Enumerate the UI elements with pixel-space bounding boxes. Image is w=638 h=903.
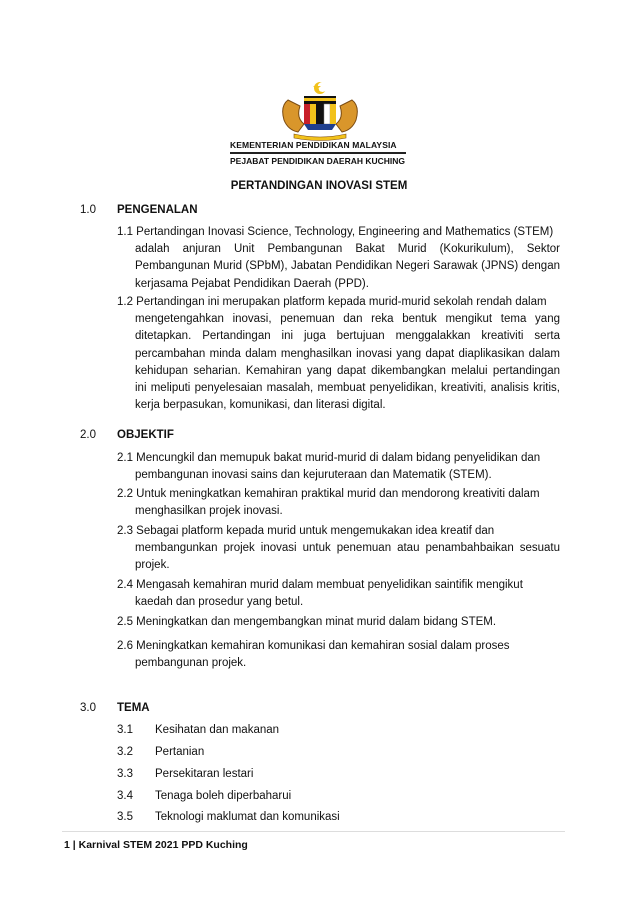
tema-item: 3.3 Persekitaran lestari [117,768,254,780]
section-1-number: 1.0 [80,204,96,216]
paragraph-1-1: 1.1 Pertandingan Inovasi Science, Technology, Engineering and Mathematics (STEM) adalah anjuran Unit Pembangunan Bakat Murid (Kokurikulum), Sektor Pembangunan Murid (SPbM), Jabatan Pendidikan Negeri Sarawak (JPNS) dengan kerjasama Pejabat Pendidikan Daerah (PPD). [117,226,560,290]
coat-of-arms-logo [270,80,370,142]
office-name: PEJABAT PENDIDIKAN DAERAH KUCHING [230,156,406,166]
document-title: PERTANDINGAN INOVASI STEM [230,180,408,192]
paragraph-2-5: 2.5 Meningkatkan dan mengembangkan minat murid dalam bidang STEM. [117,616,497,628]
section-2-title: OBJEKTIF [117,429,174,441]
tema-item: 3.1 Kesihatan dan makanan [117,724,280,736]
paragraph-2-4: 2.4 Mengasah kemahiran murid dalam membuat penyelidikan saintifik mengikut kaedah dan prosedur yang betul. [117,579,523,609]
paragraph-2-1: 2.1 Mencungkil dan memupuk bakat murid-murid di dalam bidang penyelidikan dan pembangunan inovasi sains dan kejuruteraan dan Matematik (STEM). [117,452,541,482]
header-divider [230,152,406,154]
page-footer: 1 | Karnival STEM 2021 PPD Kuching [64,839,248,851]
paragraph-2-6: 2.6 Meningkatkan kemahiran komunikasi dan kemahiran sosial dalam proses pembangunan projek. [117,640,510,670]
section-1-title: PENGENALAN [117,204,198,216]
tema-item: 3.4 Tenaga boleh diperbaharui [117,790,292,802]
paragraph-2-3: 2.3 Sebagai platform kepada murid untuk mengemukakan idea kreatif dan membangunkan projek inovasi untuk penemuan atau penambahbaikan sesuatu projek. [117,525,560,572]
ministry-header [230,140,410,166]
paragraph-1-2: 1.2 Pertandingan ini merupakan platform kepada murid-murid sekolah rendah dalam mengetengahkan inovasi, penemuan dan reka bentuk mengikut tema yang ditetapkan. Pertandingan ini juga bertujuan menggalakkan kreativiti serta percambahan minda dalam menghasilkan inovasi yang dapat diaplikasikan dalam kehidupan seharian. Kemahiran yang dapat dikembangkan melalui pertandingan ini meliputi penyelesaian masalah, membuat penyelidikan, kreativiti, analisis kritis, kerja berpasukan, komunikasi, dan literasi digital. [117,296,560,412]
section-2-number: 2.0 [80,429,96,441]
tema-item: 3.5 Teknologi maklumat dan komunikasi [117,811,340,823]
ministry-name: KEMENTERIAN PENDIDIKAN MALAYSIA [230,140,397,150]
paragraph-2-2: 2.2 Untuk meningkatkan kemahiran praktikal murid dan mendorong kreativiti dalam menghasilkan projek inovasi. [117,488,540,518]
section-3-title: TEMA [117,702,150,714]
section-3-number: 3.0 [80,702,96,714]
tema-item: 3.2 Pertanian [117,746,205,758]
footer-divider [62,831,565,832]
